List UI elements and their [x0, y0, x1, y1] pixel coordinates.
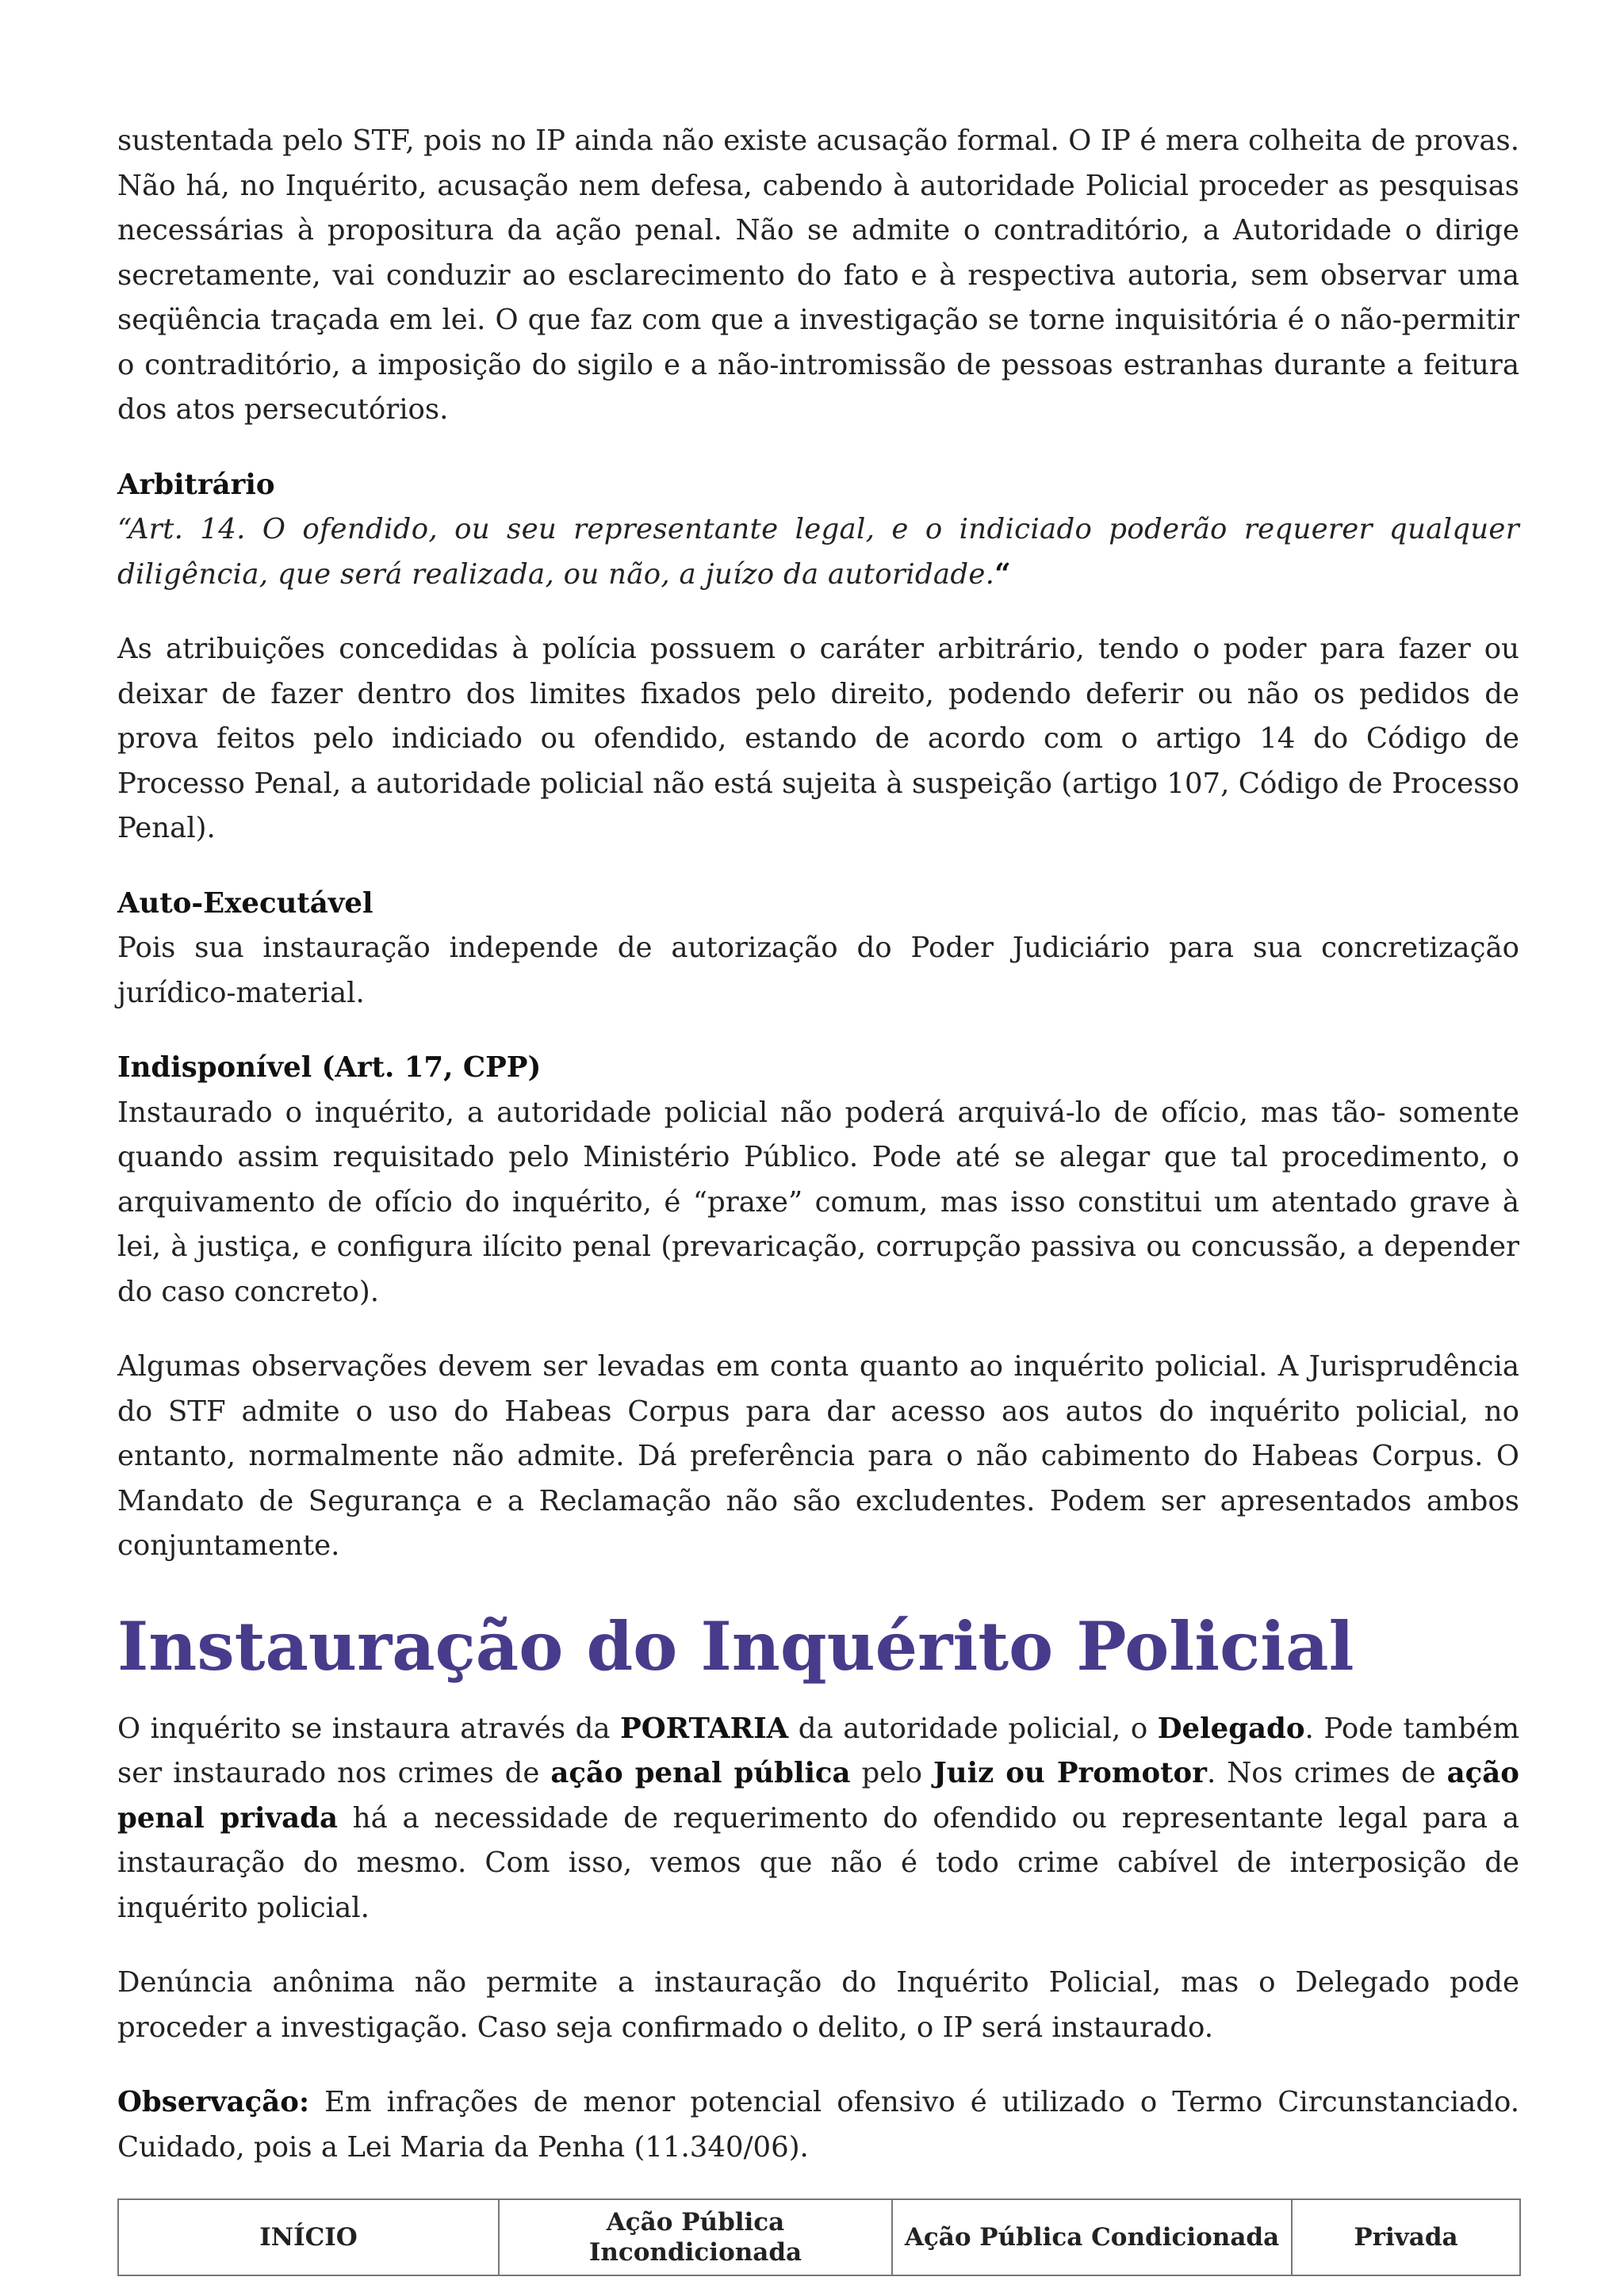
paragraph-indisponivel: Instaurado o inquérito, a autoridade policial não poderá arquivá-lo de ofício, mas tão- somente quando assim requisitado pelo Ministério Público. Pode até se alegar que tal procedimento, o arquivamento de ofício do inquérito, é “praxe” comum, mas isso constitui um atentado grave à lei, à justiça, e configura ilícito penal (prevaricação, corrupção passiva ou concussão, a depender do caso concreto). — [117, 1096, 1519, 1308]
quote-art-14 — [117, 507, 1519, 597]
bold-acao-publica: ação penal pública — [550, 1757, 851, 1789]
table-header-row — [118, 2199, 1520, 2275]
quote-text: “Art. 14. O ofendido, ou seu representante legal, e o indiciado poderão requerer qualquer diligência, que será realizada, ou não, a juízo da autoridade. — [117, 513, 1519, 591]
bold-delegado: Delegado — [1157, 1712, 1305, 1745]
paragraph-auto-executavel: Pois sua instauração independe de autorização do Poder Judiciário para sua concretização jurídico-material. — [117, 932, 1519, 1009]
paragraph-arbitrario: As atribuições concedidas à polícia possuem o caráter arbitrário, tendo o poder para fazer ou deixar de fazer dentro dos limites fixados pelo direito, podendo deferir ou não os pedidos de prova feitos pelo indiciado ou ofendido, estando de acordo com o artigo 14 do Código de Processo Penal, a autoridade policial não está sujeita à suspeição (artigo 107, Código de Processo Penal). — [117, 633, 1519, 844]
heading-arbitrario: Arbitrário — [117, 468, 275, 501]
observacao-text: Em infrações de menor potencial ofensivo é utilizado o Termo Circunstanciado. Cuidado, pois a Lei Maria da Penha (11.340/06). — [117, 2086, 1519, 2164]
table-header-cell: Ação Pública Condicionada — [892, 2199, 1292, 2275]
quote-close-mark: “ — [994, 557, 1011, 591]
observacao-label: Observação: — [117, 2086, 310, 2118]
paragraph-inquisitorial: sustentada pelo STF, pois no IP ainda não existe acusação formal. O IP é mera colheita de provas. Não há, no Inquérito, acusação nem defesa, cabendo à autoridade Policial proceder as pesquisas necessárias à propositura da ação penal. Não se admite o contraditório, a Autoridade o dirige secretamente, vai conduzir ao esclarecimento do fato e à respectiva autoria, sem observar uma seqüência traçada em lei. O que faz com que a investigação se torne inquisitória é o não-permitir o contraditório, a imposição do sigilo e a não-intromissão de pessoas estranhas durante a feitura dos atos persecutórios. — [117, 124, 1519, 426]
text-run: pelo — [850, 1757, 933, 1789]
paragraph-denuncia-anonima: Denúncia anônima não permite a instauração do Inquérito Policial, mas o Delegado pode proceder a investigação. Caso seja confirmado o delito, o IP será instaurado. — [117, 1966, 1519, 2044]
paragraph-observacao — [117, 2080, 1519, 2170]
heading-indisponivel: Indisponível (Art. 17, CPP) — [117, 1051, 542, 1084]
table-header-cell: INÍCIO — [118, 2199, 499, 2275]
table-header-cell: Ação Pública Incondicionada — [499, 2199, 892, 2275]
bold-juiz-promotor: Juiz ou Promotor — [933, 1757, 1207, 1789]
heading-auto-executavel: Auto-Executável — [117, 886, 373, 920]
table-header-cell: Privada — [1292, 2199, 1520, 2275]
text-run: da autoridade policial, o — [788, 1712, 1158, 1745]
paragraph-instauracao — [117, 1707, 1519, 1931]
document-page — [117, 119, 1519, 2276]
bold-portaria: PORTARIA — [620, 1712, 789, 1745]
text-run: . Nos crimes de — [1206, 1757, 1447, 1789]
paragraph-observacoes: Algumas observações devem ser levadas em conta quanto ao inquérito policial. A Jurisprudência do STF admite o uso do Habeas Corpus para dar acesso aos autos do inquérito policial, no entanto, normalmente não admite. Dá preferência para o não cabimento do Habeas Corpus. O Mandato de Segurança e a Reclamação não são excludentes. Podem ser apresentados ambos conjuntamente. — [117, 1350, 1519, 1562]
text-run: há a necessidade de requerimento do ofendido ou representante legal para a instauração do mesmo. Com isso, vemos que não é todo crime cabível de interposição de inquérito policial. — [117, 1801, 1519, 1924]
section-title: Instauração do Inquérito Policial — [117, 1606, 1354, 1686]
bold-acao-privada: ação penal privada — [117, 1757, 1519, 1835]
acao-penal-table — [117, 2198, 1521, 2276]
text-run: . Pode também ser instaurado nos crimes de — [117, 1712, 1519, 1789]
text-run: O inquérito se instaura através da — [117, 1712, 621, 1745]
